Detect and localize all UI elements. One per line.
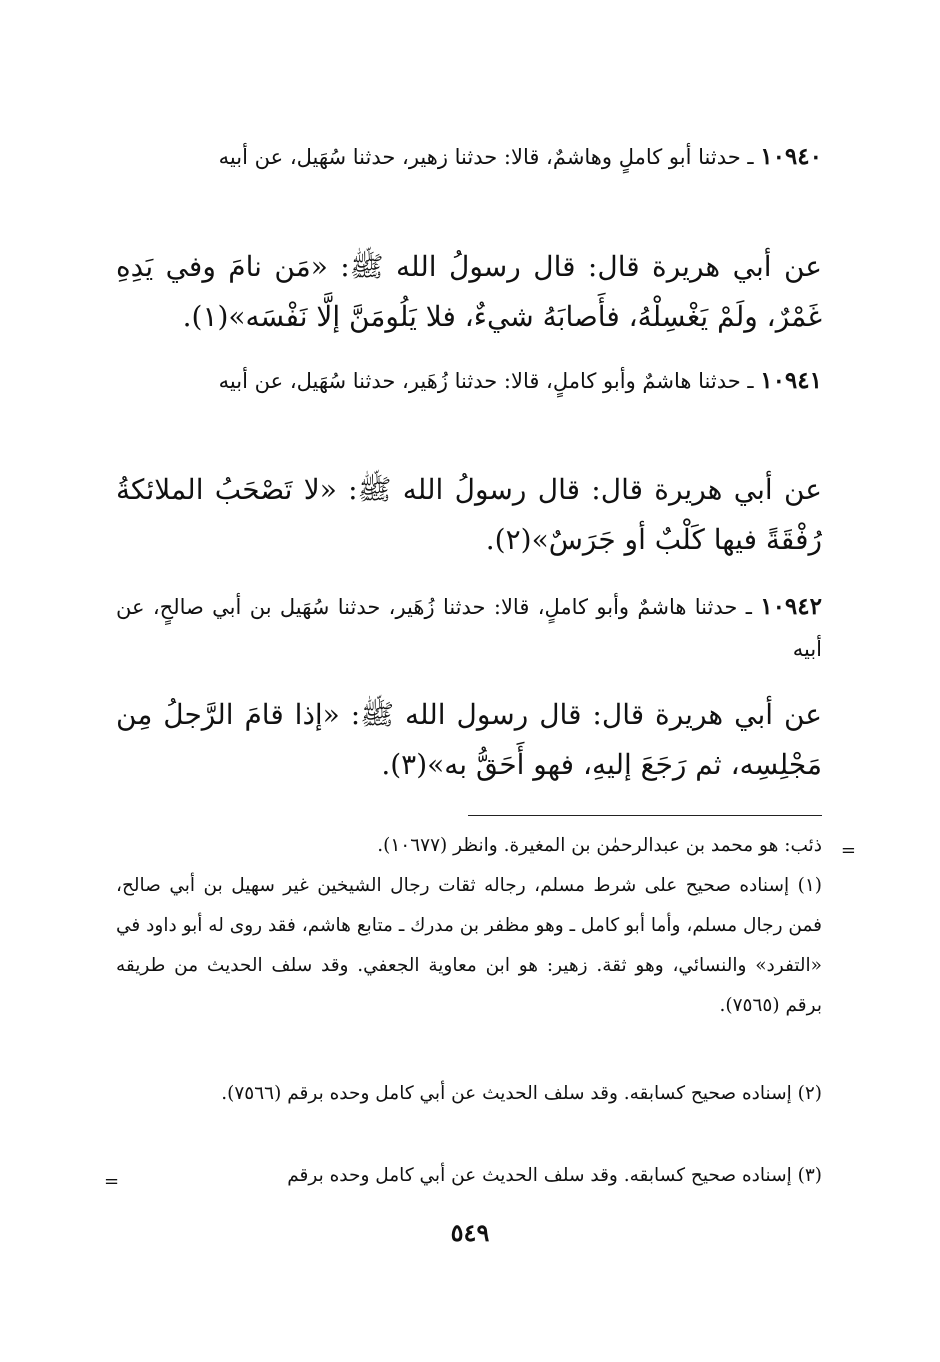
hadith-10942-text: عن أبي هريرة قال: قال رسول الله ﷺ: «إذا قامَ الرَّجلُ مِن مَجْلِسِه، ثم رَجَعَ إليهِ، فهو أَحَقُّ به»(٣). (116, 698, 822, 781)
footnote-1: (١) إسناده صحيح على شرط مسلم، رجاله ثقات رجال الشيخين غير سهيل بن أبي صالح، فمن رجال مسلم، وأما أبو كامل ـ وهو مظفر بن مدرك ـ متابع هاشم، فقد روى له أبو داود في «التفرد» والنسائي، وهو ثقة. زهير: هو ابن معاوية الجعفي. وقد سلف الحديث من طريقه برقم (٧٥٦٥). (116, 875, 822, 1016)
hadith-10940-text: عن أبي هريرة قال: قال رسولُ الله ﷺ: «مَن نامَ وفي يَدِهِ غَمْرٌ، ولَمْ يَغْسِلْهُ، فأَصابَهُ شيءٌ، فلا يَلُومَنَّ إلَّا نَفْسَه»(١). (116, 250, 822, 333)
hadith-number: ١٠٩٤٢ (760, 593, 822, 620)
footnote-continued: ذئب: هو محمد بن عبدالرحمٰن بن المغيرة. وانظر (١٠٦٧٧). (377, 835, 822, 856)
hadith-10942-chain (116, 586, 822, 670)
page-number: ٥٤٩ (450, 1218, 490, 1247)
isnad-text: ـ حدثنا هاشمٌ وأبو كاملٍ، قالا: حدثنا زُهَير، حدثنا سُهَيل بن أبي صالحٍ، عن أبيه (116, 595, 822, 661)
footnote-2: (٢) إسناده صحيح كسابقه. وقد سلف الحديث عن أبي كامل وحده برقم (٧٥٦٦). (221, 1083, 822, 1104)
hadith-10941-text: عن أبي هريرة قال: قال رسولُ الله ﷺ: «لا تَصْحَبُ الملائكةُ رُفْقَةً فيها كَلْبٌ أو جَرَسٌ»(٢). (116, 473, 822, 556)
isnad-text: ـ حدثنا هاشمٌ وأبو كاملٍ، قالا: حدثنا زُهَير، حدثنا سُهَيل، عن أبيه (218, 369, 761, 393)
isnad-text: ـ حدثنا أبو كاملٍ وهاشمٌ، قالا: حدثنا زهير، حدثنا سُهَيل، عن أبيه (218, 145, 761, 169)
hadith-number: ١٠٩٤١ (760, 367, 822, 394)
hadith-10941-chain (116, 360, 822, 402)
hadith-10940-chain (116, 136, 822, 178)
footnote-separator (468, 815, 822, 816)
continuation-mark-bottom: = (104, 1171, 120, 1192)
continuation-mark-top: = (840, 840, 856, 861)
footnote-3: (٣) إسناده صحيح كسابقه. وقد سلف الحديث عن أبي كامل وحده برقم (287, 1165, 822, 1186)
hadith-number: ١٠٩٤٠ (760, 143, 822, 170)
